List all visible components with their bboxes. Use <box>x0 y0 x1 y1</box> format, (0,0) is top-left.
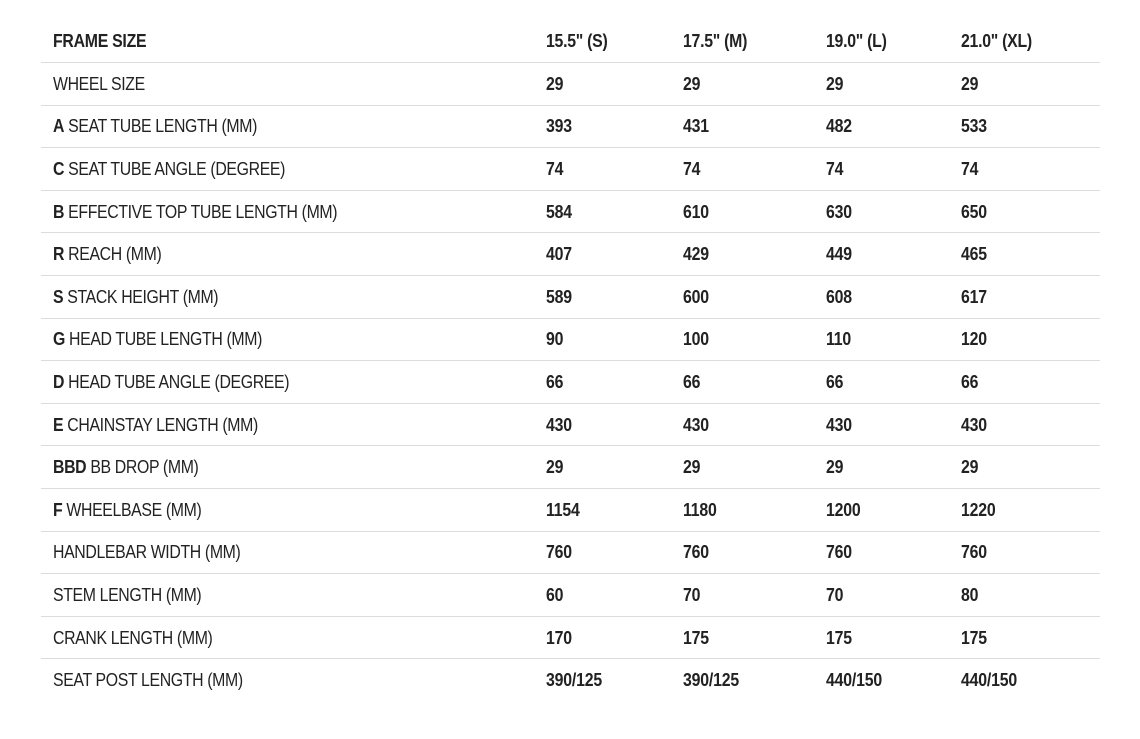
cell-value-xl <box>949 446 1100 489</box>
cell-value-m <box>671 403 814 446</box>
cell-value-m <box>671 446 814 489</box>
cell-value-text: 100 <box>683 329 709 350</box>
row-label-text <box>53 74 145 94</box>
cell-value-s <box>534 63 671 106</box>
cell-value-xl <box>949 63 1100 106</box>
cell-value-text: 29 <box>683 457 701 478</box>
cell-value-m <box>671 148 814 191</box>
cell-value-l <box>814 233 949 276</box>
row-label-text <box>53 628 212 648</box>
cell-value-text: 90 <box>546 329 564 350</box>
cell-value-l <box>814 446 949 489</box>
table-row <box>41 233 1100 276</box>
row-label-text <box>53 415 258 435</box>
row-label <box>41 489 534 532</box>
cell-value-text: 66 <box>961 372 979 393</box>
header-frame-size: FRAME SIZE <box>41 20 534 63</box>
cell-value-text: 74 <box>683 159 701 180</box>
row-code: D <box>53 372 65 393</box>
row-label-text <box>53 585 201 605</box>
cell-value-l <box>814 531 949 574</box>
cell-value-l <box>814 361 949 404</box>
table-row <box>41 659 1100 702</box>
row-label-text <box>53 159 285 179</box>
row-label-text <box>53 116 257 136</box>
cell-value-text: 533 <box>961 116 987 137</box>
cell-value-xl <box>949 190 1100 233</box>
cell-value-m <box>671 574 814 617</box>
row-name: SEAT TUBE ANGLE (DEGREE) <box>68 159 286 180</box>
row-code: A <box>53 116 65 137</box>
cell-value-xl <box>949 616 1100 659</box>
cell-value-s <box>534 489 671 532</box>
cell-value-m <box>671 361 814 404</box>
cell-value-m <box>671 233 814 276</box>
table-row <box>41 531 1100 574</box>
table-row <box>41 148 1100 191</box>
row-label-text <box>53 457 198 477</box>
cell-value-s <box>534 616 671 659</box>
row-label <box>41 403 534 446</box>
cell-value-text: 29 <box>546 457 564 478</box>
table-row <box>41 63 1100 106</box>
cell-value-m <box>671 489 814 532</box>
cell-value-text: 608 <box>826 286 852 307</box>
cell-value-text: 1154 <box>546 499 580 520</box>
table-row <box>41 276 1100 319</box>
cell-value-l <box>814 318 949 361</box>
cell-value-m <box>671 63 814 106</box>
cell-value-text: 1180 <box>683 499 717 520</box>
row-label-text <box>53 542 240 562</box>
row-name: SEAT POST LENGTH (MM) <box>53 670 243 691</box>
row-label <box>41 361 534 404</box>
cell-value-xl <box>949 276 1100 319</box>
cell-value-s <box>534 318 671 361</box>
cell-value-text: 760 <box>826 542 852 563</box>
cell-value-s <box>534 531 671 574</box>
cell-value-m <box>671 616 814 659</box>
cell-value-text: 110 <box>826 329 852 350</box>
cell-value-text: 29 <box>683 73 701 94</box>
row-label <box>41 105 534 148</box>
row-label <box>41 616 534 659</box>
cell-value-text: 390/125 <box>683 670 740 691</box>
cell-value-xl <box>949 318 1100 361</box>
cell-value-text: 29 <box>826 73 844 94</box>
header-size-s: 15.5" (S) <box>534 20 671 63</box>
cell-value-s <box>534 574 671 617</box>
cell-value-text: 60 <box>546 585 564 606</box>
cell-value-text: 1220 <box>961 499 996 520</box>
cell-value-m <box>671 276 814 319</box>
cell-value-text: 74 <box>826 159 844 180</box>
row-code: F <box>53 499 63 520</box>
cell-value-xl <box>949 105 1100 148</box>
geometry-table <box>41 20 1100 702</box>
row-label <box>41 318 534 361</box>
cell-value-xl <box>949 531 1100 574</box>
row-label-text <box>53 670 243 690</box>
cell-value-s <box>534 361 671 404</box>
row-label <box>41 190 534 233</box>
cell-value-text: 390/125 <box>546 670 603 691</box>
cell-value-text: 630 <box>826 201 852 222</box>
row-label <box>41 574 534 617</box>
row-label-text <box>53 244 161 264</box>
row-label-text <box>53 202 337 222</box>
row-name: STEM LENGTH (MM) <box>53 585 202 606</box>
row-name: BB DROP (MM) <box>90 457 199 478</box>
cell-value-text: 70 <box>826 585 844 606</box>
cell-value-text: 600 <box>683 286 709 307</box>
cell-value-l <box>814 105 949 148</box>
cell-value-l <box>814 403 949 446</box>
cell-value-text: 617 <box>961 286 987 307</box>
row-name: CHAINSTAY LENGTH (MM) <box>67 414 258 435</box>
cell-value-text: 430 <box>826 414 852 435</box>
cell-value-text: 449 <box>826 244 852 265</box>
cell-value-text: 760 <box>683 542 709 563</box>
cell-value-l <box>814 616 949 659</box>
row-name: STACK HEIGHT (MM) <box>67 286 219 307</box>
cell-value-l <box>814 276 949 319</box>
cell-value-text: 589 <box>546 286 572 307</box>
row-code: B <box>53 201 65 222</box>
cell-value-text: 760 <box>546 542 572 563</box>
cell-value-xl <box>949 148 1100 191</box>
cell-value-xl <box>949 233 1100 276</box>
row-label-text <box>53 287 218 307</box>
table-row <box>41 446 1100 489</box>
cell-value-s <box>534 233 671 276</box>
cell-value-text: 29 <box>961 73 979 94</box>
cell-value-l <box>814 489 949 532</box>
cell-value-s <box>534 659 671 702</box>
cell-value-m <box>671 659 814 702</box>
row-name: EFFECTIVE TOP TUBE LENGTH (MM) <box>68 201 338 222</box>
row-name: CRANK LENGTH (MM) <box>53 627 213 648</box>
row-label-text <box>53 372 289 392</box>
cell-value-text: 120 <box>961 329 987 350</box>
row-label <box>41 659 534 702</box>
cell-value-xl <box>949 574 1100 617</box>
cell-value-text: 74 <box>961 159 979 180</box>
cell-value-text: 760 <box>961 542 987 563</box>
cell-value-m <box>671 105 814 148</box>
table-row <box>41 616 1100 659</box>
cell-value-s <box>534 446 671 489</box>
table-row <box>41 361 1100 404</box>
cell-value-text: 66 <box>546 372 564 393</box>
header-row <box>41 20 1100 63</box>
cell-value-text: 440/150 <box>961 670 1018 691</box>
cell-value-text: 66 <box>683 372 701 393</box>
cell-value-text: 430 <box>546 414 572 435</box>
header-size-l: 19.0" (L) <box>814 20 949 63</box>
cell-value-l <box>814 659 949 702</box>
cell-value-text: 482 <box>826 116 852 137</box>
row-name: HANDLEBAR WIDTH (MM) <box>53 542 241 563</box>
header-size-xl: 21.0" (XL) <box>949 20 1100 63</box>
row-name: HEAD TUBE ANGLE (DEGREE) <box>68 372 290 393</box>
cell-value-xl <box>949 659 1100 702</box>
row-label-text <box>53 329 262 349</box>
cell-value-xl <box>949 489 1100 532</box>
table-row <box>41 190 1100 233</box>
table-row <box>41 489 1100 532</box>
cell-value-text: 584 <box>546 201 572 222</box>
cell-value-text: 393 <box>546 116 572 137</box>
cell-value-text: 430 <box>683 414 709 435</box>
header-size-m: 17.5" (M) <box>671 20 814 63</box>
cell-value-m <box>671 318 814 361</box>
cell-value-text: 170 <box>546 627 572 648</box>
cell-value-s <box>534 403 671 446</box>
cell-value-text: 29 <box>961 457 979 478</box>
row-label-text <box>53 500 201 520</box>
cell-value-text: 610 <box>683 201 709 222</box>
row-code: BBD <box>53 457 87 478</box>
row-name: REACH (MM) <box>68 244 162 265</box>
row-label <box>41 63 534 106</box>
cell-value-l <box>814 148 949 191</box>
cell-value-m <box>671 531 814 574</box>
cell-value-xl <box>949 403 1100 446</box>
cell-value-xl <box>949 361 1100 404</box>
cell-value-text: 440/150 <box>826 670 883 691</box>
row-name: HEAD TUBE LENGTH (MM) <box>69 329 262 350</box>
row-code: C <box>53 159 65 180</box>
row-code: S <box>53 286 64 307</box>
cell-value-l <box>814 190 949 233</box>
cell-value-text: 407 <box>546 244 572 265</box>
cell-value-text: 1200 <box>826 499 861 520</box>
cell-value-text: 80 <box>961 585 979 606</box>
cell-value-s <box>534 148 671 191</box>
cell-value-text: 465 <box>961 244 987 265</box>
cell-value-text: 431 <box>683 116 709 137</box>
row-label <box>41 276 534 319</box>
cell-value-text: 175 <box>683 627 709 648</box>
cell-value-text: 650 <box>961 201 987 222</box>
cell-value-text: 70 <box>683 585 701 606</box>
cell-value-text: 29 <box>546 73 564 94</box>
cell-value-s <box>534 190 671 233</box>
cell-value-l <box>814 63 949 106</box>
cell-value-m <box>671 190 814 233</box>
row-code: R <box>53 244 65 265</box>
cell-value-text: 74 <box>546 159 564 180</box>
cell-value-s <box>534 105 671 148</box>
geometry-table-header <box>41 20 1100 63</box>
table-row <box>41 105 1100 148</box>
row-code: G <box>53 329 65 350</box>
cell-value-text: 175 <box>961 627 987 648</box>
row-name: SEAT TUBE LENGTH (MM) <box>68 116 258 137</box>
row-label <box>41 446 534 489</box>
table-row <box>41 318 1100 361</box>
row-name: WHEELBASE (MM) <box>66 499 202 520</box>
cell-value-l <box>814 574 949 617</box>
geometry-table-body <box>41 63 1100 702</box>
cell-value-text: 175 <box>826 627 852 648</box>
row-label <box>41 531 534 574</box>
row-label <box>41 233 534 276</box>
table-row <box>41 403 1100 446</box>
cell-value-s <box>534 276 671 319</box>
row-label <box>41 148 534 191</box>
cell-value-text: 29 <box>826 457 844 478</box>
cell-value-text: 429 <box>683 244 709 265</box>
cell-value-text: 66 <box>826 372 844 393</box>
row-name: WHEEL SIZE <box>53 73 145 94</box>
table-row <box>41 574 1100 617</box>
row-code: E <box>53 414 64 435</box>
cell-value-text: 430 <box>961 414 987 435</box>
